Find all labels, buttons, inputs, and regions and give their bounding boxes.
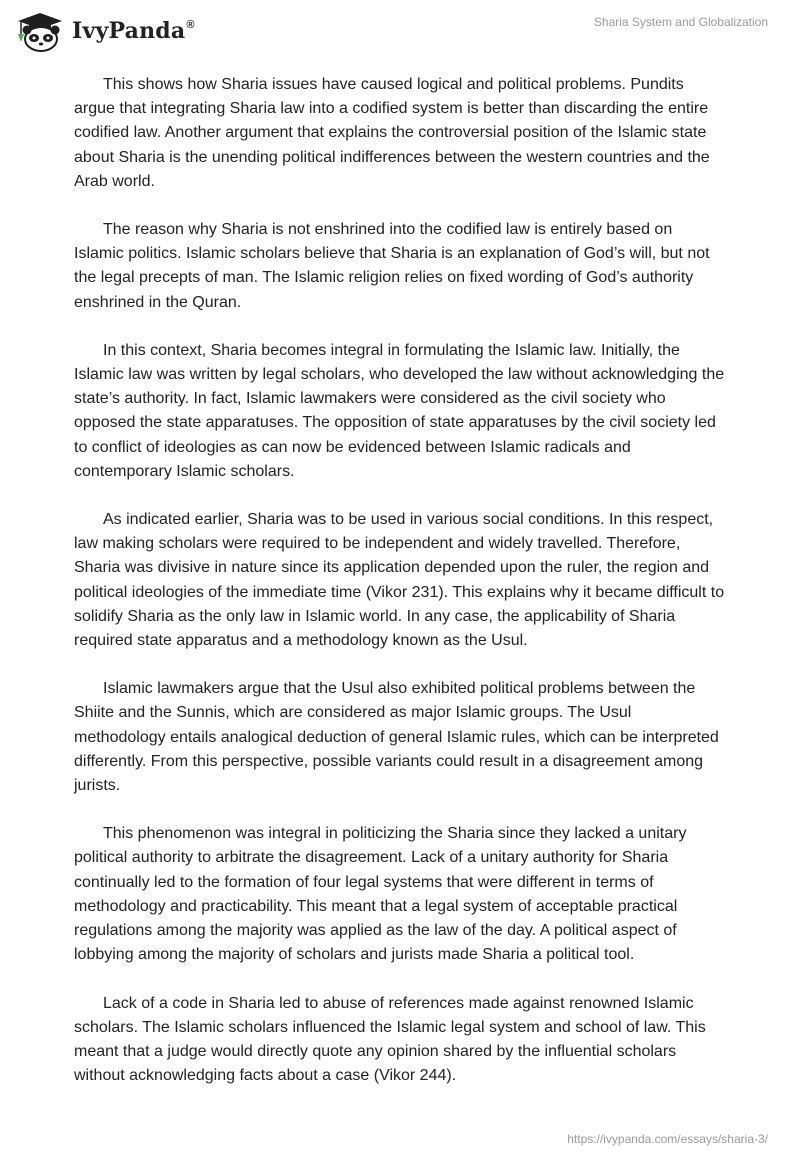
document-title: Sharia System and Globalization <box>593 15 768 29</box>
paragraph-6: This phenomenon was integral in politicizing the Sharia since they lacked a unitary political authority to arbitrate the disagreement. Lack of a unitary authority for Sharia continually led to the formation of four legal systems that were different in terms of methodology and practicability. This meant that a legal system of acceptable practical regulations among the majority was applied as the law of the day. A political aspect of lobbying among the majority of scholars and jurists made Sharia a political tool. <box>74 825 687 964</box>
source-url[interactable]: https://ivypanda.com/essays/sharia-3/ <box>567 1132 768 1146</box>
essay-body <box>74 73 726 1112</box>
paragraph-5: Islamic lawmakers argue that the Usul also exhibited political problems between the Shiite and the Sunnis, which are considered as major Islamic groups. The Usul methodology entails analogical deduction of general Islamic rules, which can be interpreted differently. From this perspective, possible variants could result in a disagreement among jurists. <box>74 680 719 795</box>
paragraph-3: In this context, Sharia becomes integral in formulating the Islamic law. Initially, the Islamic law was written by legal scholars, who developed the law without acknowledging the state’s authority. In fact, Islamic lawmakers were considered as the civil society who opposed the state apparatuses. The opposition of state apparatuses by the civil society led to conflict of ideologies as can now be evidenced between Islamic radicals and contemporary Islamic scholars. <box>74 341 725 480</box>
paragraph-4: As indicated earlier, Sharia was to be used in various social conditions. In this respect, law making scholars were required to be independent and widely travelled. Therefore, Sharia was divisive in nature since its application depended upon the ruler, the region and political ideologies of the immediate time (Vikor 231). This explains why it became difficult to solidify Sharia as the only law in Islamic world. In any case, the applicability of Sharia required state apparatus and a methodology known as the Usul. <box>74 511 725 650</box>
panda-graduate-icon <box>12 10 68 52</box>
paragraph-2: The reason why Sharia is not enshrined into the codified law is entirely based on Islamic politics. Islamic scholars believe that Sharia is an explanation of God’s will, but not the legal precepts of man. The Islamic religion relies on fixed wording of God’s authority enshrined in the Quran. <box>74 221 710 311</box>
brand-name: IvyPanda® <box>72 18 195 44</box>
paragraph-7: Lack of a code in Sharia led to abuse of references made against renowned Islamic scholars. The Islamic scholars influenced the Islamic legal system and school of law. This meant that a judge would directly quote any opinion shared by the influential scholars without acknowledging facts about a case (Vikor 244). <box>74 994 706 1085</box>
page-header <box>0 0 800 60</box>
ivypanda-logo[interactable] <box>12 10 195 52</box>
registered-mark: ® <box>186 18 195 31</box>
paragraph-1: This shows how Sharia issues have caused logical and political problems. Pundits argue that integrating Sharia law into a codified system is better than discarding the entire codified law. Another argument that explains the controversial position of the Islamic state about Sharia is the unending political indifferences between the western countries and the Arab world. <box>74 76 710 190</box>
